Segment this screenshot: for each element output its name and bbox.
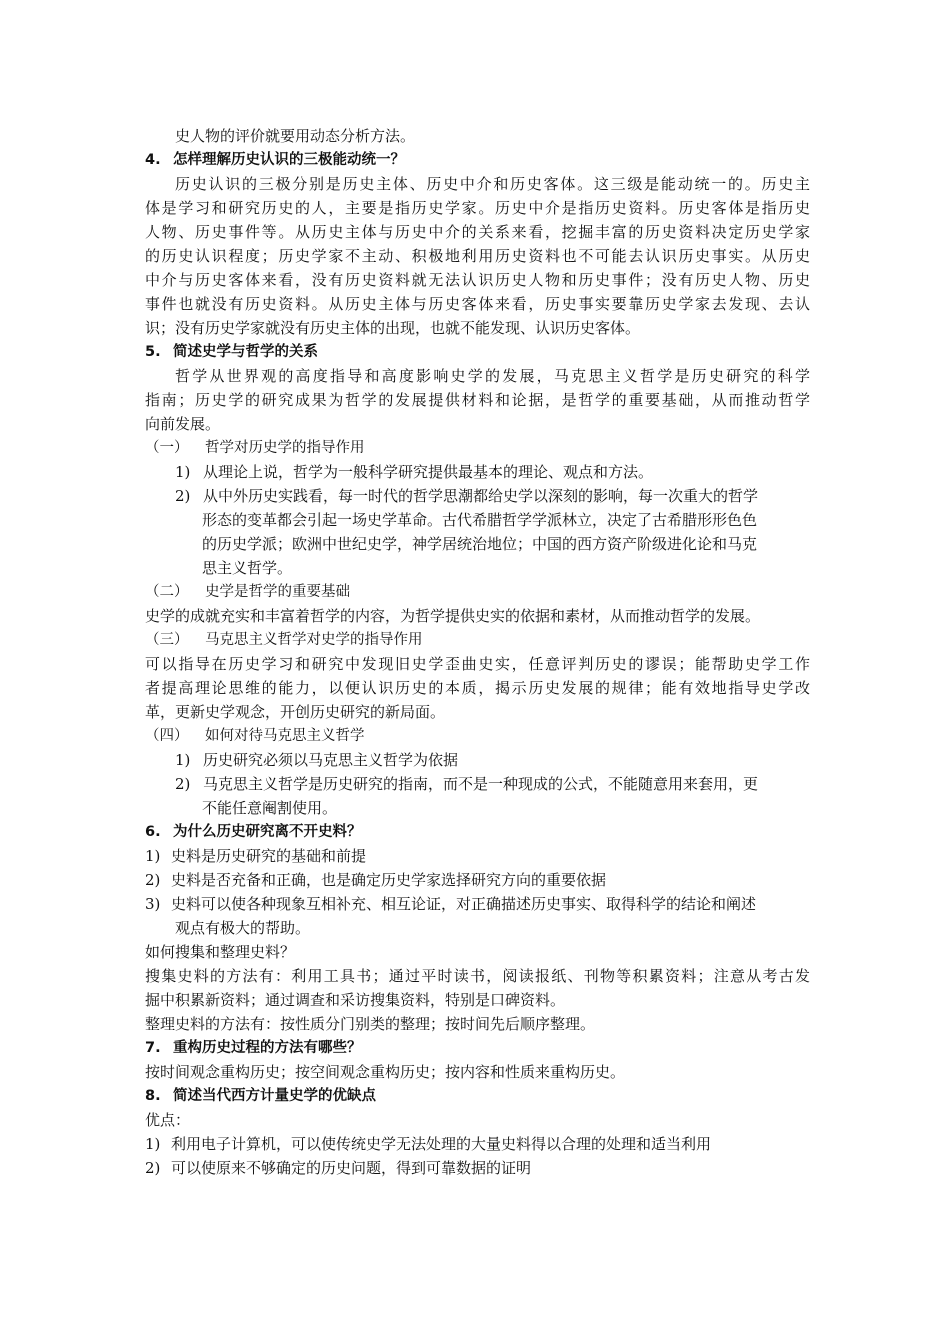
question-7-heading bbox=[145, 1036, 810, 1060]
paragraph-line: 搜集史料的方法有：利用工具书；通过平时读书，阅读报纸、刊物等积累资料；注意从考古发 bbox=[145, 967, 810, 985]
list-item-continuation: 不能任意阉割使用。 bbox=[202, 799, 338, 817]
list-item-continuation: 观点有极大的帮助。 bbox=[175, 919, 311, 937]
paragraph-line: 史学的成就充实和丰富着哲学的内容，为哲学提供史实的依据和素材，从而推动哲学的发展。 bbox=[145, 607, 761, 625]
list-item bbox=[145, 892, 810, 916]
list-item bbox=[145, 772, 810, 796]
question-number: 4. bbox=[145, 152, 161, 168]
question-title: 简述当代西方计量史学的优缺点 bbox=[173, 1088, 376, 1104]
paragraph-line: 哲学从世界观的高度指导和高度影响史学的发展，马克思主义哲学是历史研究的科学 bbox=[175, 367, 810, 385]
paragraph-line: 革，更新史学观念，开创历史研究的新局面。 bbox=[145, 703, 446, 721]
paragraph-line: 体是学习和研究历史的人，主要是指历史学家。历史中介是指历史资料。历史客体是指历史 bbox=[145, 199, 810, 217]
question-number: 6. bbox=[145, 824, 161, 840]
paragraph-line: 如何搜集和整理史料？ bbox=[145, 943, 296, 961]
paragraph-line: 掘中积累新资料；通过调查和采访搜集资料，特别是口碑资料。 bbox=[145, 991, 566, 1009]
subsection-1-heading bbox=[145, 436, 810, 460]
list-item-text: 从理论上说，哲学为一般科学研究提供最基本的理论、观点和方法。 bbox=[203, 463, 654, 481]
question-number: 7. bbox=[145, 1040, 161, 1056]
paragraph-line: 识；没有历史学家就没有历史主体的出现，也就不能发现、认识历史客体。 bbox=[145, 319, 641, 337]
list-item-number: 1) bbox=[175, 463, 191, 481]
list-item-text: 利用电子计算机，可以使传统史学无法处理的大量史料得以合理的处理和适当利用 bbox=[171, 1135, 712, 1153]
paragraph-line: 人物、历史事件等。从历史主体与历史中介的关系来看，挖掘丰富的历史资料决定历史学家 bbox=[145, 223, 810, 241]
list-item-continuation: 的历史学派；欧洲中世纪史学，神学居统治地位；中国的西方资产阶级进化论和马克 bbox=[202, 535, 758, 553]
list-item-number: 2) bbox=[145, 871, 161, 889]
list-item-text: 马克思主义哲学是历史研究的指南，而不是一种现成的公式，不能随意用来套用，更 bbox=[203, 775, 759, 793]
list-item-number: 2) bbox=[175, 775, 191, 793]
list-item-text: 历史研究必须以马克思主义哲学为依据 bbox=[203, 751, 459, 769]
paragraph-line: 历史认识的三极分别是历史主体、历史中介和历史客体。这三级是能动统一的。历史主 bbox=[175, 175, 810, 193]
question-title: 简述史学与哲学的关系 bbox=[173, 344, 318, 360]
question-4-heading bbox=[145, 148, 810, 172]
list-item-continuation: 形态的变革都会引起一场史学革命。古代希腊哲学学派林立，决定了古希腊形形色色 bbox=[202, 511, 758, 529]
list-item-text: 从中外历史实践看，每一时代的哲学思潮都给史学以深刻的影响，每一次重大的哲学 bbox=[203, 487, 759, 505]
list-item-number: 1) bbox=[175, 751, 191, 769]
paragraph-line: 向前发展。 bbox=[145, 415, 221, 433]
list-item bbox=[145, 484, 810, 508]
paragraph-line: 者提高理论思维的能力，以便认识历史的本质，揭示历史发展的规律；能有效地指导史学改 bbox=[145, 679, 810, 697]
list-item-number: 2) bbox=[145, 1159, 161, 1177]
subsection-number: （四） bbox=[145, 728, 189, 744]
paragraph-line: 可以指导在历史学习和研究中发现旧史学歪曲史实，任意评判历史的谬误；能帮助史学工作 bbox=[145, 655, 810, 673]
subsection-title: 如何对待马克思主义哲学 bbox=[205, 728, 365, 744]
paragraph-line: 史人物的评价就要用动态分析方法。 bbox=[175, 127, 416, 145]
list-item-number: 2) bbox=[175, 487, 191, 505]
list-item-number: 3) bbox=[145, 895, 161, 913]
paragraph-line: 中介与历史客体来看，没有历史资料就无法认识历史人物和历史事件；没有历史人物、历史 bbox=[145, 271, 810, 289]
list-item-continuation: 思主义哲学。 bbox=[202, 559, 293, 577]
list-item-text: 史料是否充备和正确，也是确定历史学家选择研究方向的重要依据 bbox=[171, 871, 607, 889]
question-8-heading bbox=[145, 1084, 810, 1108]
paragraph-line: 的历史认识程度；历史学家不主动、积极地利用历史资料也不可能去认识历史事实。从历史 bbox=[145, 247, 810, 265]
question-title: 为什么历史研究离不开史料？ bbox=[173, 824, 362, 840]
list-item-number: 1) bbox=[145, 1135, 161, 1153]
question-title: 重构历史过程的方法有哪些？ bbox=[173, 1040, 362, 1056]
question-number: 8. bbox=[145, 1088, 161, 1104]
paragraph-line: 整理史料的方法有：按性质分门别类的整理；按时间先后顺序整理。 bbox=[145, 1015, 596, 1033]
list-item bbox=[145, 844, 810, 868]
list-item-text: 史料可以使各种现象互相补充、相互论证，对正确描述历史事实、取得科学的结论和阐述 bbox=[171, 895, 757, 913]
list-item-text: 史料是历史研究的基础和前提 bbox=[171, 847, 367, 865]
question-5-heading bbox=[145, 340, 810, 364]
subsection-title: 史学是哲学的重要基础 bbox=[205, 584, 350, 600]
question-number: 5. bbox=[145, 344, 161, 360]
paragraph-line: 事件也就没有历史资料。从历史主体与历史客体来看，历史事实要靠历史学家去发现、去认 bbox=[145, 295, 810, 313]
list-item-text: 可以使原来不够确定的历史问题，得到可靠数据的证明 bbox=[171, 1159, 532, 1177]
subsection-number: （二） bbox=[145, 584, 189, 600]
list-item bbox=[145, 1156, 810, 1180]
list-item bbox=[145, 868, 810, 892]
subsection-title: 哲学对历史学的指导作用 bbox=[205, 440, 365, 456]
subsection-4-heading bbox=[145, 724, 810, 748]
paragraph-line: 按时间观念重构历史；按空间观念重构历史；按内容和性质来重构历史。 bbox=[145, 1063, 626, 1081]
list-item-number: 1) bbox=[145, 847, 161, 865]
document-body bbox=[145, 124, 810, 1180]
subsection-number: （三） bbox=[145, 632, 189, 648]
subsection-title: 马克思主义哲学对史学的指导作用 bbox=[205, 632, 423, 648]
subsection-3-heading bbox=[145, 628, 810, 652]
list-item bbox=[145, 460, 810, 484]
question-title: 怎样理解历史认识的三极能动统一？ bbox=[173, 152, 405, 168]
list-item bbox=[145, 748, 810, 772]
list-item bbox=[145, 1132, 810, 1156]
question-6-heading bbox=[145, 820, 810, 844]
subsection-2-heading bbox=[145, 580, 810, 604]
paragraph-line: 优点： bbox=[145, 1111, 191, 1129]
paragraph-line: 指南；历史学的研究成果为哲学的发展提供材料和论据，是哲学的重要基础，从而推动哲学 bbox=[145, 391, 810, 409]
subsection-number: （一） bbox=[145, 440, 189, 456]
